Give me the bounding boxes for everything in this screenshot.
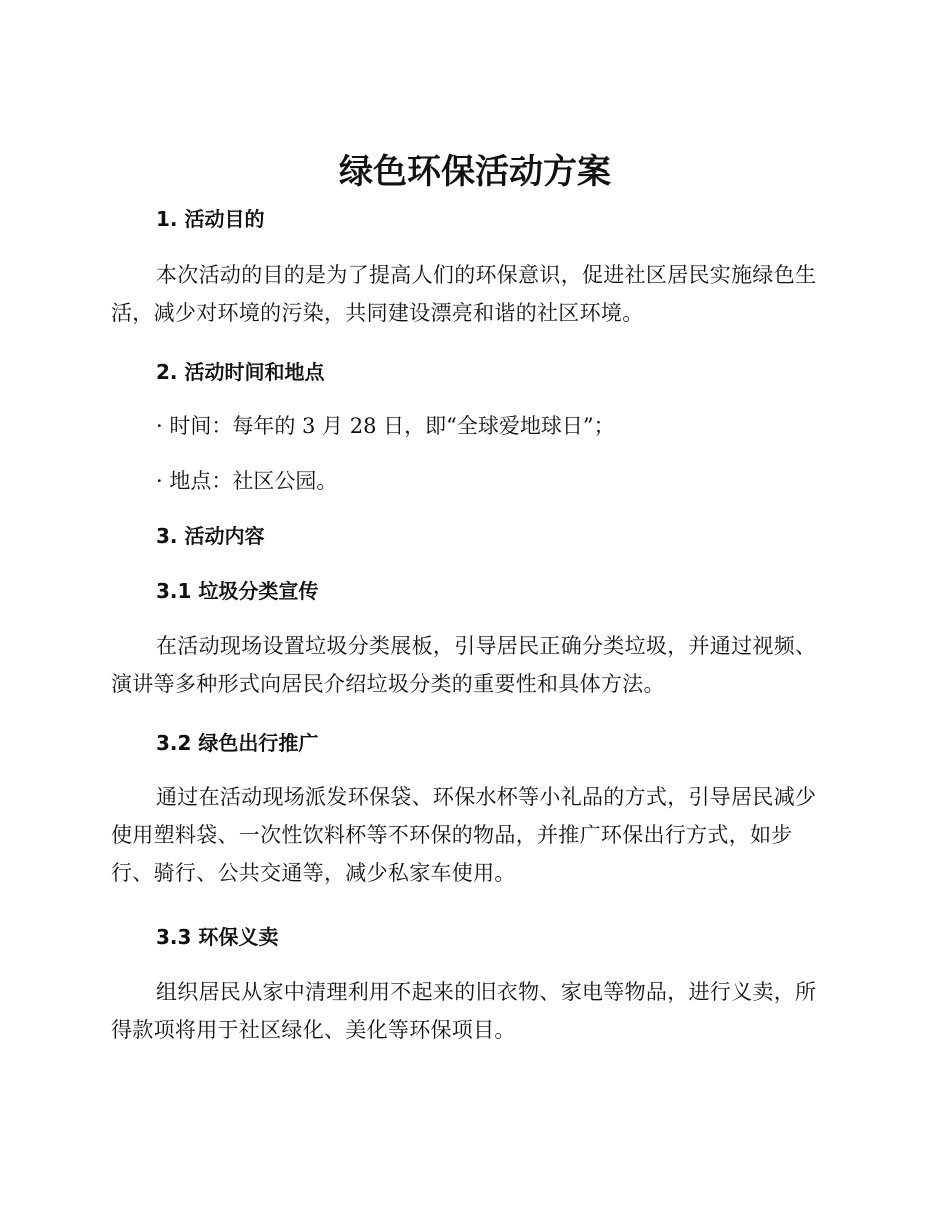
bullet-place: · 地点：社区公园。 — [156, 469, 338, 493]
paragraph-charity-sale: 组织居民从家中清理利用不起来的旧衣物、家电等物品，进行义卖，所得款项将用于社区绿化、美化等环保项目。 — [111, 980, 817, 1042]
paragraph-green-travel: 通过在活动现场派发环保袋、环保水杯等小礼品的方式，引导居民减少使用塑料袋、一次性饮料杯等不环保的物品，并推广环保出行方式，如步行、骑行、公共交通等，减少私家车使用。 — [111, 785, 817, 885]
section-heading-content: 3. 活动内容 — [156, 524, 265, 548]
paragraph-garbage-sorting: 在活动现场设置垃圾分类展板，引导居民正确分类垃圾，并通过视频、演讲等多种形式向居民介绍垃圾分类的重要性和具体方法。 — [111, 634, 817, 696]
bullet-time: · 时间：每年的 3 月 28 日，即“全球爱地球日”； — [156, 414, 615, 438]
section-heading-purpose: 1. 活动目的 — [156, 207, 265, 231]
section-heading-charity-sale: 3.3 环保义卖 — [156, 925, 279, 949]
section-heading-garbage-sorting: 3.1 垃圾分类宣传 — [156, 579, 319, 603]
document-title: 绿色环保活动方案 — [339, 152, 611, 192]
section-heading-time-place: 2. 活动时间和地点 — [156, 360, 325, 384]
section-heading-green-travel: 3.2 绿色出行推广 — [156, 731, 319, 755]
paragraph-purpose: 本次活动的目的是为了提高人们的环保意识，促进社区居民实施绿色生活，减少对环境的污染，共同建设漂亮和谐的社区环境。 — [111, 263, 817, 325]
